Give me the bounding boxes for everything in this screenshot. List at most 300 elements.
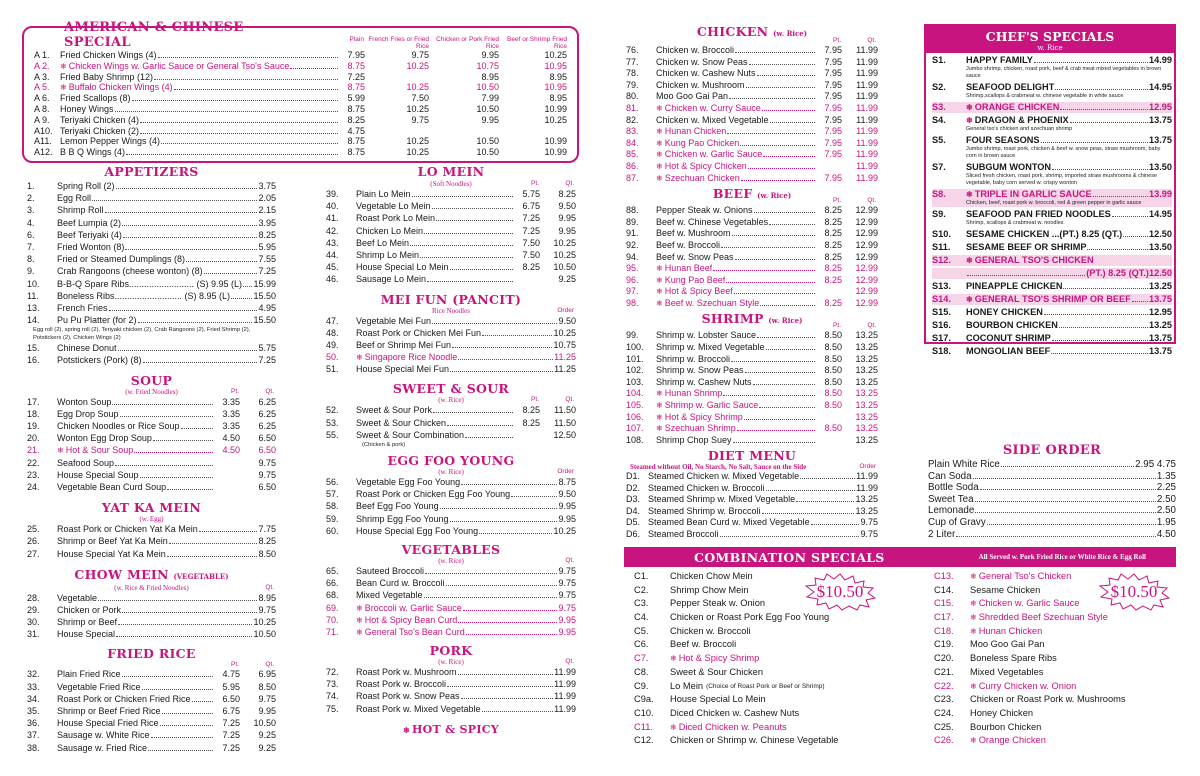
item-name: Roast Pork or Chicken Yat Ka Mein — [57, 524, 198, 535]
item-name: General Tso's Bean Curd — [364, 626, 465, 637]
chef-special-row — [932, 268, 1172, 279]
item-name: Can Soda — [928, 470, 972, 482]
leader-dots — [140, 477, 213, 478]
menu-item-row — [326, 703, 576, 715]
item-price: 10.99 — [544, 136, 567, 147]
leader-dots — [975, 512, 1156, 513]
leader-dots — [134, 452, 213, 453]
item-number: 79. — [626, 79, 639, 90]
leader-dots — [466, 634, 558, 635]
mei-fun-list — [326, 315, 576, 376]
item-price-quart: 11.99 — [856, 56, 878, 67]
item-number: A 6. — [34, 93, 50, 104]
item-number: A10. — [34, 125, 53, 136]
leader-dots — [154, 79, 338, 80]
item-name: Vegetable — [57, 592, 98, 603]
leader-dots — [746, 87, 815, 88]
item-name: Diced Chicken w. Cashew Nuts — [670, 707, 800, 718]
item-number: D3. — [626, 494, 641, 505]
leader-dots — [479, 533, 552, 534]
item-price-quart: 11.99 — [856, 160, 878, 171]
pepper-icon: ❄ — [970, 736, 977, 746]
menu-item-row — [326, 237, 576, 249]
item-name: Roast Pork w. Mixed Vegetable — [356, 703, 481, 714]
item-name: Plain Fried Rice — [57, 669, 121, 680]
item-name: Egg Drop Soup — [57, 408, 119, 419]
menu-column-3 — [626, 24, 878, 540]
item-name: FOUR SEASONS — [966, 135, 1040, 145]
menu-item-row — [626, 252, 878, 264]
item-price: 7.25 — [258, 266, 276, 277]
item-name: Lo Mein — [670, 680, 704, 691]
item-price: 11.25 — [554, 364, 576, 375]
item-name: House Special Lo Mein — [356, 262, 449, 273]
leader-dots — [762, 513, 855, 514]
pepper-icon: ❄ — [656, 264, 663, 274]
chef-special-row — [932, 135, 1172, 146]
item-price: 12.50 — [1149, 229, 1172, 239]
item-price-quart: 9.25 — [258, 730, 276, 741]
vegetables-list — [326, 565, 576, 638]
menu-item-row — [326, 525, 576, 537]
side-item-row — [928, 505, 1176, 517]
menu-item-row — [27, 705, 276, 717]
item-name: Beef w. Szechuan Style — [664, 297, 760, 308]
chef-special-row — [932, 82, 1172, 93]
leader-dots — [167, 556, 258, 557]
item-number: S3. — [932, 102, 946, 112]
item-number: 13. — [27, 302, 40, 313]
item-name: Steamed Bean Curd w. Mixed Vegetable — [648, 517, 810, 528]
item-price-pint: 4.75 — [222, 669, 240, 680]
leader-dots — [973, 478, 1156, 479]
item-number: 50. — [326, 352, 339, 363]
leader-dots — [461, 484, 557, 485]
side-item-row — [928, 517, 1176, 529]
item-number: C18. — [934, 625, 954, 636]
lo-mein-list — [326, 188, 576, 286]
menu-item-row — [326, 476, 576, 488]
side-item-row — [928, 471, 1176, 483]
menu-item-row — [27, 229, 276, 241]
menu-item-row — [326, 339, 576, 351]
pepper-icon: ❄ — [656, 103, 663, 113]
section-subtitle: All Served w. Pork Fried Rice or White Rice & Egg Roll — [978, 553, 1146, 561]
item-name: Lemon Pepper Wings (4) — [60, 136, 161, 147]
item-name: Chicken w. Broccoli — [656, 45, 735, 55]
menu-item-row — [27, 668, 276, 680]
leader-dots — [122, 676, 213, 677]
item-number: 102. — [626, 365, 644, 376]
leader-dots — [115, 465, 213, 466]
beef-list — [626, 205, 878, 309]
item-name: Shrimp Egg Foo Young — [356, 513, 449, 524]
item-name: Beef Teriyaki (4) — [57, 229, 122, 240]
item-description: Jumbo shrimp, chicken, roast pork, beef & crab meat mixed vegetables in brown sauce — [966, 66, 1162, 79]
item-price: 13.25 — [1149, 320, 1172, 330]
item-name: Hunan Chicken — [664, 126, 727, 137]
section-title: SIDE ORDER — [1002, 443, 1102, 458]
chef-special-item — [932, 102, 1172, 113]
hot-spicy-legend: ❄ HOT & SPICY — [402, 722, 500, 736]
item-name: Plain White Rice — [928, 459, 1000, 470]
chef-special-item — [932, 229, 1172, 240]
leader-dots — [138, 322, 253, 323]
item-number: 100. — [626, 342, 644, 353]
item-price-quart: 11.99 — [856, 114, 878, 125]
item-number: S10. — [932, 229, 951, 239]
item-number: 18. — [27, 408, 40, 419]
item-number: 19. — [27, 421, 40, 431]
section-subtitle: (w. Rice) — [438, 468, 464, 476]
item-number: 43. — [326, 237, 339, 248]
item-price-pint: 7.25 — [222, 730, 240, 741]
item-price: 4.95 — [258, 302, 276, 313]
combo-item-row — [624, 570, 924, 584]
leader-dots — [410, 245, 513, 246]
col-header: Pt. — [833, 197, 841, 205]
item-name: Spring Roll (2) — [57, 181, 115, 191]
item-description: Jumbo shrimp, roast pork, chicken & beef w. snow peas, straw mushroom, baby corn in brown sauce — [966, 146, 1161, 159]
section-title: AMERICAN & CHINESE SPECIAL — [64, 20, 244, 50]
menu-item-row — [626, 161, 878, 173]
col-header: Pt. — [833, 322, 841, 330]
item-number: S18. — [932, 346, 951, 356]
item-name: Sweet & Sour Chicken — [670, 666, 764, 677]
item-name: Roast Pork Lo Mein — [356, 213, 436, 224]
chef-special-row — [932, 115, 1172, 126]
combo-item-row — [924, 638, 1176, 652]
leader-dots — [1132, 301, 1148, 302]
item-name: Teriyaki Chicken (4) — [60, 114, 140, 125]
pork-list — [326, 666, 576, 715]
item-name: Shrimp w. Garlic Sauce — [664, 400, 759, 411]
leader-dots — [1034, 62, 1148, 63]
item-price: 9.95 — [481, 50, 499, 60]
item-number: 104. — [626, 388, 644, 399]
item-price-quart: 11.99 — [856, 79, 878, 90]
menu-item-row — [326, 513, 576, 525]
item-price: 15.50 — [253, 315, 276, 326]
chef-special-item — [932, 307, 1172, 318]
item-name: Chicken w. Cashew Nuts — [656, 68, 756, 79]
item-name: Sauteed Broccoli — [356, 565, 425, 576]
item-name: MONGOLIAN BEEF — [966, 346, 1051, 356]
item-price-pint: 8.25 — [824, 205, 842, 216]
item-number: A11. — [34, 136, 52, 147]
item-number: S8. — [932, 189, 946, 199]
item-name: SESAME BEEF OR SHRIMP — [966, 242, 1087, 252]
item-number: S12. — [932, 255, 951, 265]
item-name: Boneless Spare Ribs — [970, 653, 1057, 664]
chef-special-item — [932, 55, 1172, 80]
leader-dots — [735, 259, 815, 260]
sweet-sour-list — [326, 404, 576, 441]
leader-dots — [116, 636, 252, 637]
leader-dots — [1087, 249, 1148, 250]
item-name: Pepper Steak w. Onions — [656, 205, 753, 216]
col-header: Qt. — [565, 396, 574, 404]
side-item-row — [928, 459, 1176, 471]
section-title: BEEF (w. Rice) — [712, 186, 792, 202]
leader-dots — [1063, 288, 1148, 289]
combo-item-row — [924, 707, 1176, 721]
item-price-quart: 6.25 — [258, 421, 276, 431]
appetizers-list-2 — [27, 342, 276, 366]
item-name: Sesame Chicken — [970, 584, 1041, 595]
item-price: 8.75 — [347, 147, 365, 158]
item-name: House Special Soup — [57, 469, 139, 480]
diet-menu-list — [626, 471, 878, 540]
item-name: Hot & Spicy Shrimp — [664, 411, 743, 422]
item-name: HONEY CHICKEN — [966, 307, 1043, 317]
item-name: Chicken w. Garlic Sauce — [978, 598, 1080, 609]
section-title: LO MEIN — [417, 164, 485, 179]
col-header: Qt. — [867, 322, 876, 330]
item-number: 53. — [326, 417, 339, 428]
item-price: 4.75 — [347, 125, 365, 136]
combination-list-left — [624, 570, 924, 748]
item-name: Kung Pao Beef — [664, 274, 726, 285]
menu-item-row — [34, 147, 567, 158]
item-number: C1. — [634, 571, 649, 581]
item-price: 9.95 — [558, 513, 576, 524]
combo-item-row — [924, 693, 1176, 707]
item-price-pint: 8.50 — [824, 423, 842, 434]
col-header: French Fries or Fried Rice — [368, 36, 429, 50]
leader-dots — [753, 384, 815, 385]
item-price: 2.95 4.75 — [1135, 459, 1176, 470]
leader-dots — [1112, 216, 1148, 217]
item-price-pint: 7.95 — [824, 56, 842, 67]
menu-item-row — [326, 404, 576, 416]
menu-item-row — [626, 517, 878, 529]
chef-special-item — [932, 162, 1172, 187]
section-title: FRIED RICE — [107, 646, 196, 662]
item-price-pint: 7.95 — [824, 172, 842, 183]
item-number: C19. — [934, 639, 954, 650]
side-item-row — [928, 494, 1176, 506]
item-number: S14. — [932, 294, 951, 304]
item-number: 81. — [626, 102, 639, 113]
menu-item-row — [626, 217, 878, 229]
item-price-pint: 8.50 — [824, 388, 842, 399]
item-number: 33. — [27, 681, 40, 692]
item-price: 12.95 — [1149, 307, 1172, 317]
leader-dots — [167, 489, 213, 490]
item-name: Fried Wonton (8) — [57, 241, 125, 252]
item-name: Buffalo Chicken Wings (4) — [68, 82, 173, 93]
leader-dots — [424, 233, 513, 234]
col-header: Pt. — [531, 180, 539, 187]
item-name: Chicken w. Mushroom — [656, 79, 745, 90]
leader-dots — [482, 335, 552, 336]
item-number: 96. — [626, 274, 639, 285]
item-number: S13. — [932, 281, 951, 291]
item-name: Crab Rangoons (cheese wonton) (8) — [57, 266, 203, 277]
item-number: 47. — [326, 315, 339, 326]
item-price-pint: 5.75 — [522, 189, 540, 199]
item-number: 9. — [27, 266, 35, 277]
menu-item-row — [27, 729, 276, 741]
chef-special-item — [932, 82, 1172, 100]
item-name: Kung Pao Chicken — [664, 137, 740, 148]
leader-dots — [109, 310, 258, 311]
item-name: Steamed Shrimp w. Broccoli — [648, 505, 761, 516]
item-number: 76. — [626, 45, 639, 55]
item-name: Vegetable Fried Rice — [57, 681, 141, 692]
leader-dots — [763, 156, 815, 157]
item-number: C2. — [634, 584, 649, 595]
pepper-icon: ❄ — [656, 161, 663, 171]
item-description: Shrimp, scallops & crabmeat w. noodles — [966, 220, 1064, 226]
item-number: A 5. — [34, 82, 50, 93]
item-number: 25. — [27, 524, 40, 535]
leader-dots — [967, 275, 1085, 276]
item-number: 32. — [27, 669, 40, 680]
item-number: 72. — [326, 667, 339, 678]
leader-dots — [151, 737, 213, 738]
item-price: 14.95 — [1149, 209, 1172, 219]
leader-dots — [741, 180, 815, 181]
leader-dots — [811, 524, 860, 525]
item-price-pint: 8.25 — [824, 216, 842, 227]
item-name: GENERAL TSO'S SHRIMP OR BEEF — [974, 294, 1131, 304]
item-number: S9. — [932, 209, 946, 219]
menu-item-row — [326, 363, 576, 375]
leader-dots — [731, 361, 815, 362]
item-price: 11.99 — [856, 471, 878, 482]
menu-item-row — [34, 104, 567, 115]
item-price: 11.99 — [856, 482, 878, 493]
leader-dots — [427, 281, 513, 282]
item-name: Pepper Steak w. Onion — [670, 598, 766, 609]
menu-column-1 — [27, 164, 276, 754]
item-name: B B Q Wings (4) — [60, 147, 126, 158]
chef-special-item — [932, 209, 1172, 227]
item-name: Lemonade — [928, 505, 975, 517]
item-number: C21. — [934, 666, 954, 677]
item-number: 71. — [326, 626, 339, 637]
leader-dots — [123, 237, 258, 238]
combo-item-row — [624, 734, 924, 748]
col-header: Order — [557, 306, 574, 314]
leader-dots — [1052, 340, 1148, 341]
item-name: Szechuan Chicken — [664, 172, 740, 183]
item-price-quart: 13.25 — [855, 353, 878, 364]
menu-item-row — [27, 408, 276, 420]
item-number: 17. — [27, 396, 40, 407]
item-note: (Choice of Roast Pork or Beef or Shrimp) — [706, 682, 825, 690]
leader-dots — [482, 711, 554, 712]
item-number: 2. — [27, 193, 35, 204]
section-title: YAT KA MEIN — [101, 500, 202, 516]
pepper-icon: ❄ — [656, 173, 663, 183]
item-name: Chinese Donut — [57, 343, 117, 354]
menu-item-row — [326, 417, 576, 429]
chef-special-item — [932, 135, 1172, 160]
menu-item-row — [626, 57, 878, 69]
leader-dots — [770, 122, 815, 123]
menu-item-row — [34, 61, 567, 72]
item-number: S16. — [932, 320, 951, 330]
pepper-icon: ❄ — [60, 83, 67, 93]
section-subtitle: (w. Rice & Fried Noodles) — [114, 583, 189, 592]
item-name: Steamed Broccoli — [648, 528, 719, 539]
item-name: Shrimp Lo Mein — [356, 249, 420, 260]
chef-special-item — [932, 189, 1172, 207]
item-price: 7.75 — [258, 524, 276, 535]
item-price-pint: 7.25 — [222, 742, 240, 753]
leader-dots — [98, 600, 257, 601]
menu-item-row — [27, 420, 276, 432]
leader-dots — [766, 349, 815, 350]
item-name: 2 Liter — [928, 528, 956, 540]
item-number: 56. — [326, 477, 339, 487]
section-title: MEI FUN (PANCIT) — [380, 291, 522, 307]
item-name: House Special Fried Rice — [57, 718, 159, 729]
menu-item-row — [326, 429, 576, 441]
chef-special-row — [932, 346, 1172, 357]
leader-dots — [769, 224, 815, 225]
item-number: S17. — [932, 333, 951, 343]
item-name: Shrimp or Beef Fried Rice — [57, 706, 161, 716]
item-number: 52. — [326, 405, 339, 416]
item-name: Beef w. Mushroom — [656, 228, 731, 239]
item-number: S11. — [932, 242, 951, 252]
item-number: 21. — [27, 445, 40, 456]
pepper-icon: ❄ — [966, 190, 973, 199]
item-number: 31. — [27, 629, 40, 640]
leader-dots — [748, 168, 815, 169]
item-number: 66. — [326, 578, 339, 589]
item-name: Steamed Shrimp w. Mixed Vegetable — [648, 494, 796, 505]
pepper-icon: ❄ — [670, 654, 677, 664]
combo-item-row — [624, 666, 924, 680]
menu-item-row — [626, 471, 878, 483]
pepper-icon: ❄ — [966, 295, 973, 304]
item-price-quart: 12.99 — [855, 239, 878, 250]
item-number: 70. — [326, 614, 339, 625]
item-price-pint: 7.95 — [824, 45, 842, 55]
item-price-quart: 11.99 — [856, 137, 878, 148]
item-price: 9.75 — [558, 565, 576, 576]
leader-dots — [122, 225, 257, 226]
leader-dots — [1093, 196, 1148, 197]
item-name: Shrimp Chow Mein — [670, 584, 749, 595]
item-price: 8.50 — [258, 548, 276, 559]
col-header: Pt. — [833, 37, 841, 44]
item-number: C6. — [634, 639, 649, 650]
item-number: 16. — [27, 355, 40, 366]
pepper-icon: ❄ — [356, 615, 363, 625]
item-name: Wonton Egg Drop Soup — [57, 433, 152, 444]
item-price: 8.95 — [549, 71, 567, 82]
leader-dots — [458, 359, 553, 360]
combo-price-right: $10.50 — [1110, 582, 1158, 601]
chicken-list — [626, 45, 878, 184]
menu-item-row — [27, 204, 276, 216]
item-price: 12.95 — [1149, 102, 1172, 112]
section-subtitle: (Soft Noodles) — [430, 180, 472, 188]
item-price: 9.95 — [481, 114, 499, 125]
item-name: GENERAL TSO'S CHICKEN — [974, 255, 1094, 265]
menu-item-row — [27, 681, 276, 693]
pepper-icon: ❄ — [57, 446, 64, 456]
leader-dots — [740, 145, 815, 146]
item-number: 28. — [27, 592, 40, 603]
pepper-icon: ❄ — [970, 572, 977, 581]
